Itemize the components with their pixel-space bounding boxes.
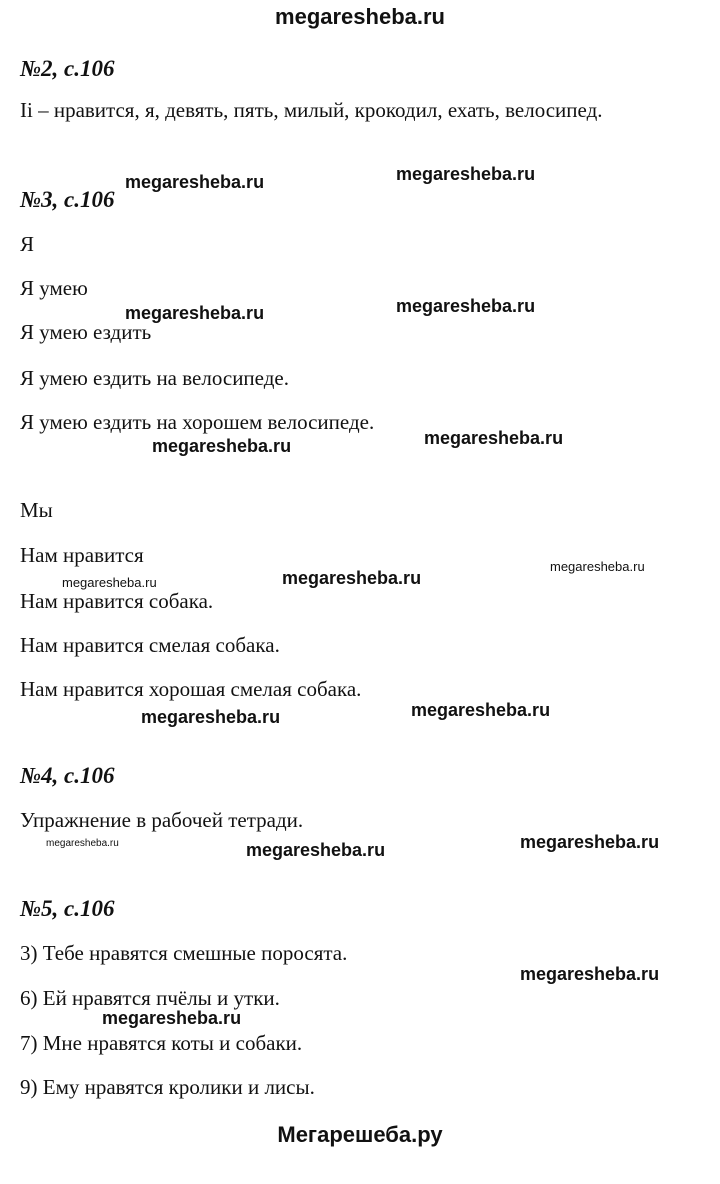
watermark: megaresheba.ru: [424, 428, 564, 448]
answer-line: Мы: [20, 498, 53, 522]
watermark: megaresheba.ru: [102, 1008, 242, 1028]
watermark: megaresheba.ru: [246, 840, 386, 860]
watermark: megaresheba.ru: [411, 700, 551, 720]
answer-line: Ii – нравится, я, девять, пять, милый, крокодил, ехать, велосипед.: [20, 98, 603, 122]
exercise-heading-4: №4, с.106: [20, 763, 115, 788]
answer-line: Нам нравится: [20, 543, 144, 567]
watermark: megaresheba.ru: [125, 172, 265, 192]
answer-line: Я умею: [20, 276, 88, 300]
answer-line: Упражнение в рабочей тетради.: [20, 808, 304, 832]
site-header: megaresheba.ru: [275, 4, 445, 29]
watermark: megaresheba.ru: [396, 164, 536, 184]
answer-line: Нам нравится смелая собака.: [20, 633, 280, 657]
answer-line: 6) Ей нравятся пчёлы и утки.: [20, 986, 280, 1010]
watermark: megaresheba.ru: [125, 303, 265, 323]
watermark: megaresheba.ru: [141, 707, 281, 727]
watermark: megaresheba.ru: [520, 964, 660, 984]
answer-line: Я умею ездить на хорошем велосипеде.: [20, 410, 375, 434]
watermark: megaresheba.ru: [152, 436, 292, 456]
answer-line: 9) Ему нравятся кролики и лисы.: [20, 1075, 315, 1099]
exercise-heading-3: №3, с.106: [20, 187, 115, 212]
answer-line: Нам нравится хорошая смелая собака.: [20, 677, 362, 701]
exercise-heading-2: №2, с.106: [20, 56, 115, 81]
watermark: megaresheba.ru: [550, 559, 645, 574]
exercise-heading-5: №5, с.106: [20, 896, 115, 921]
answer-line: 3) Тебе нравятся смешные поросята.: [20, 941, 348, 965]
watermark: megaresheba.ru: [46, 838, 119, 849]
answer-line: Я умею ездить на велосипеде.: [20, 366, 289, 390]
watermark: megaresheba.ru: [62, 575, 157, 590]
watermark: megaresheba.ru: [396, 296, 536, 316]
watermark: megaresheba.ru: [520, 832, 660, 852]
watermark: megaresheba.ru: [282, 568, 422, 588]
site-footer: Мегарешеба.ру: [277, 1122, 443, 1147]
answer-line: Я: [20, 232, 35, 256]
answer-line: Я умею ездить: [20, 320, 152, 344]
answer-line: Нам нравится собака.: [20, 589, 214, 613]
answer-line: 7) Мне нравятся коты и собаки.: [20, 1031, 303, 1055]
